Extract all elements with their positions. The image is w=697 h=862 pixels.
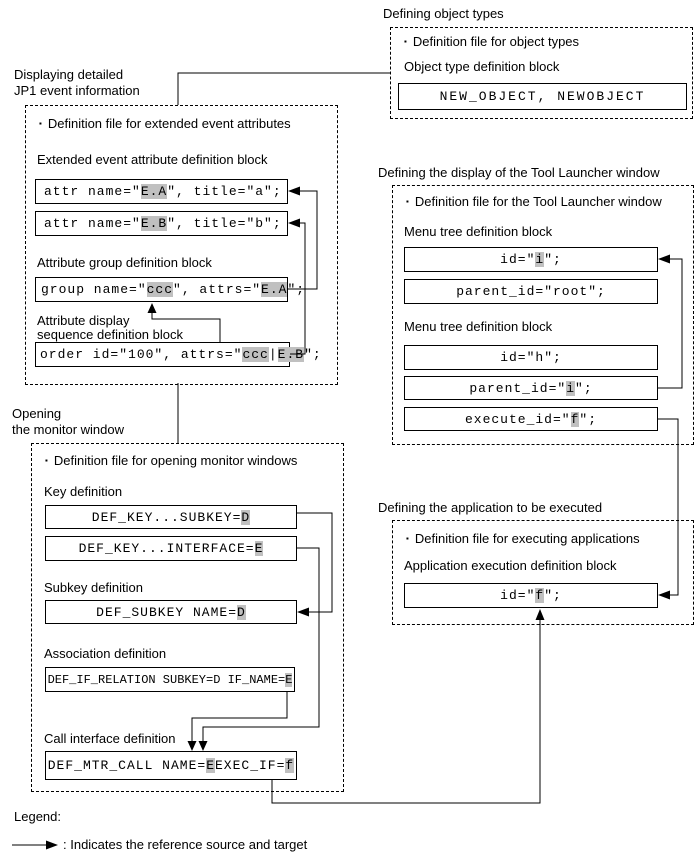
code-group: group name=" ccc ", attrs=" E.A "; (35, 277, 288, 302)
section-title-monitor: Opening the monitor window (12, 406, 124, 437)
code-def-if-relation: DEF_IF_RELATION SUBKEY=D IF_NAME= E (45, 667, 295, 692)
bullet-icon: ▪ (39, 119, 42, 128)
attr-display-block-label: Attribute display sequence definition block (37, 313, 183, 342)
code-def-subkey: DEF_SUBKEY NAME= D (45, 600, 297, 624)
bullet-icon: ▪ (45, 456, 48, 465)
tool-launcher-file-label: Definition file for the Tool Launcher window (414, 194, 662, 209)
code-def-key-interface: DEF_KEY...INTERFACE= E (45, 536, 297, 561)
code-def-key-subkey: DEF_KEY...SUBKEY= D (45, 505, 297, 529)
monitor-file (45, 453, 297, 468)
object-types-file (404, 34, 579, 49)
bullet-icon: ▪ (404, 37, 407, 46)
bullet-icon: ▪ (406, 534, 409, 543)
code-order: order id="100", attrs=" ccc | E.B "; (35, 342, 290, 367)
application-file-label: Definition file for executing applications (414, 531, 640, 546)
code-menu1-id: id=" i "; (404, 247, 658, 272)
attr-group-block-label: Attribute group definition block (37, 255, 212, 270)
event-info-file (39, 116, 291, 131)
section-title-tool-launcher: Defining the display of the Tool Launcher window (378, 165, 660, 180)
legend-arrow-icon (12, 841, 58, 850)
object-type-block-label: Object type definition block (404, 59, 560, 74)
menu-tree-block-2-label: Menu tree definition block (404, 319, 553, 334)
code-attr-ea: attr name=" E.A ", title="a"; (35, 179, 288, 204)
call-interface-definition-label: Call interface definition (44, 731, 176, 746)
object-types-file-label: Definition file for object types (412, 34, 580, 49)
key-definition-label: Key definition (44, 484, 123, 499)
application-block-label: Application execution definition block (404, 558, 617, 573)
legend-arrow-label: : Indicates the reference source and target (63, 837, 308, 852)
tool-launcher-file (406, 194, 662, 209)
section-title-event-info: Displaying detailed JP1 event information (14, 67, 140, 98)
menu-tree-block-1-label: Menu tree definition block (404, 224, 553, 239)
subkey-definition-label: Subkey definition (44, 580, 144, 595)
legend-title: Legend: (14, 809, 61, 824)
connector-event-info-to-object-types (178, 73, 390, 105)
code-attr-eb: attr name=" E.B ", title="b"; (35, 211, 288, 236)
code-application-id: id=" f "; (404, 583, 658, 608)
extended-attr-block-label: Extended event attribute definition block (37, 152, 268, 167)
bullet-icon: ▪ (406, 197, 409, 206)
code-def-mtr-call: DEF_MTR_CALL NAME= E EXEC_IF= f (45, 751, 297, 780)
code-menu1-parent: parent_id="root"; (404, 279, 658, 304)
association-definition-label: Association definition (44, 646, 167, 661)
event-info-file-label: Definition file for extended event attributes (47, 116, 291, 131)
code-menu2-parent: parent_id=" i "; (404, 376, 658, 400)
section-title-object-types: Defining object types (383, 6, 504, 21)
section-title-application: Defining the application to be executed (378, 500, 603, 515)
code-menu2-execute: execute_id=" f "; (404, 407, 658, 431)
code-new-object: NEW_OBJECT, NEWOBJECT (398, 83, 687, 110)
application-file (406, 531, 640, 546)
code-menu2-id: id="h"; (404, 345, 658, 370)
monitor-file-label: Definition file for opening monitor windows (53, 453, 298, 468)
